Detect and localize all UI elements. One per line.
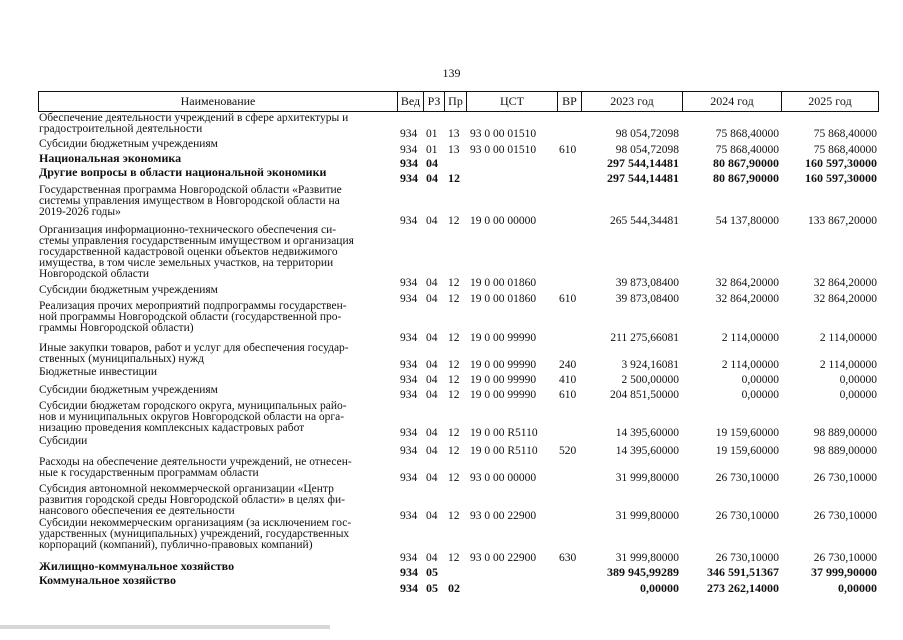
cell-y2023: 265 544,34481 xyxy=(610,215,679,227)
cell-y2024: 0,00000 xyxy=(741,389,779,401)
cell-ved: 934 xyxy=(400,215,418,227)
cell-ved: 934 xyxy=(400,510,418,522)
cell-cst: 19 0 00 99990 xyxy=(470,389,537,401)
row-name-line: Национальная экономика xyxy=(39,151,182,165)
row-name-line: Другие вопросы в области национальной экономики xyxy=(39,165,327,179)
cell-rz: 05 xyxy=(426,565,438,579)
cell-y2023: 14 395,60000 xyxy=(615,445,679,457)
cell-pr: 12 xyxy=(448,359,460,371)
cell-pr: 12 xyxy=(448,171,460,185)
cell-ved: 934 xyxy=(400,359,418,371)
row-name-line: системы управления имуществом в Новгородской области на xyxy=(39,195,340,207)
cell-cst: 19 0 00 99990 xyxy=(470,332,537,344)
scan-edge-shadow xyxy=(0,625,330,629)
cell-vr: 240 xyxy=(559,359,577,371)
row-name-line: Жилищно-коммунальное хозяйство xyxy=(39,559,235,573)
cell-y2025: 133 867,20000 xyxy=(808,215,877,227)
cell-rz: 04 xyxy=(426,332,438,344)
cell-pr: 13 xyxy=(448,128,460,140)
cell-cst: 19 0 00 99990 xyxy=(470,359,537,371)
row-name-line: государственной кадастровой оценки объектов недвижимого xyxy=(39,246,338,258)
cell-y2025: 37 999,90000 xyxy=(811,565,877,579)
row-name-line: Субсидии бюджетам городского округа, муниципальных райо- xyxy=(39,400,347,412)
cell-y2023: 0,00000 xyxy=(640,581,679,595)
cell-rz: 04 xyxy=(426,293,438,305)
cell-y2024: 26 730,10000 xyxy=(715,552,779,564)
cell-pr: 12 xyxy=(448,445,460,457)
cell-ved: 934 xyxy=(400,293,418,305)
cell-y2023: 297 544,14481 xyxy=(607,171,679,185)
cell-ved: 934 xyxy=(400,171,418,185)
row-name-line: Реализация прочих мероприятий подпрограммы государствен- xyxy=(39,300,347,312)
cell-ved: 934 xyxy=(400,332,418,344)
cell-y2025: 26 730,10000 xyxy=(813,472,877,484)
cell-ved: 934 xyxy=(400,374,418,386)
cell-y2025: 0,00000 xyxy=(839,389,877,401)
cell-y2025: 0,00000 xyxy=(839,374,877,386)
cell-rz: 04 xyxy=(426,374,438,386)
cell-ved: 934 xyxy=(400,565,418,579)
row-name-line: развития городской среды Новгородской области» в целях фи- xyxy=(39,494,345,506)
cell-rz: 04 xyxy=(426,445,438,457)
header-2024: 2024 год xyxy=(710,94,754,108)
row-name-line: Субсидии бюджетным учреждениям xyxy=(39,384,218,396)
cell-y2023: 39 873,08400 xyxy=(615,293,679,305)
cell-y2025: 160 597,30000 xyxy=(805,156,877,170)
cell-ved: 934 xyxy=(400,156,418,170)
cell-pr: 12 xyxy=(448,215,460,227)
cell-vr: 610 xyxy=(559,389,577,401)
cell-rz: 01 xyxy=(426,128,438,140)
header-pr: Пр xyxy=(448,94,463,108)
cell-y2024: 2 114,00000 xyxy=(721,359,779,371)
row-name-line: нов и муниципальных округов Новгородской области на орга- xyxy=(39,411,345,423)
cell-cst: 19 0 00 01860 xyxy=(470,293,537,305)
row-name-line: ные к государственным программам области xyxy=(39,467,259,479)
cell-rz: 04 xyxy=(426,215,438,227)
cell-cst: 93 0 00 22900 xyxy=(470,510,537,522)
cell-y2025: 160 597,30000 xyxy=(805,171,877,185)
cell-y2024: 273 262,14000 xyxy=(707,581,779,595)
row-name-line: ной программы Новгородской области (государственной про- xyxy=(39,311,342,323)
cell-y2024: 26 730,10000 xyxy=(715,510,779,522)
cell-y2023: 31 999,80000 xyxy=(615,552,679,564)
row-name-line: стемы управления государственным имуществом и организация xyxy=(39,235,354,247)
cell-y2024: 19 159,60000 xyxy=(715,427,779,439)
cell-y2023: 31 999,80000 xyxy=(615,472,679,484)
row-name-line: имущества, в том числе земельных участков, на территории xyxy=(39,257,334,269)
cell-cst: 19 0 00 01860 xyxy=(470,277,537,289)
cell-y2023: 98 054,72098 xyxy=(615,128,679,140)
row-name-line: ударственных (муниципальных) учреждений, государственных xyxy=(39,528,350,540)
cell-cst: 19 0 00 R5110 xyxy=(470,445,538,457)
cell-cst: 93 0 00 22900 xyxy=(470,552,537,564)
cell-y2023: 14 395,60000 xyxy=(615,427,679,439)
cell-rz: 01 xyxy=(426,144,438,156)
cell-y2025: 32 864,20000 xyxy=(813,277,877,289)
header-2025: 2025 год xyxy=(808,94,852,108)
row-name-line: Бюджетные инвестиции xyxy=(39,366,158,378)
cell-pr: 13 xyxy=(448,144,460,156)
row-name-line: Обеспечение деятельности учреждений в сфере архитектуры и xyxy=(39,112,349,124)
cell-rz: 04 xyxy=(426,389,438,401)
row-name-line: 2019-2026 годы» xyxy=(39,206,121,218)
row-name-line: граммы Новгородской области) xyxy=(39,322,194,334)
cell-y2024: 75 868,40000 xyxy=(715,128,779,140)
cell-ved: 934 xyxy=(400,128,418,140)
cell-ved: 934 xyxy=(400,552,418,564)
header-vr: ВР xyxy=(562,94,577,108)
cell-rz: 04 xyxy=(426,359,438,371)
cell-ved: 934 xyxy=(400,277,418,289)
cell-pr: 12 xyxy=(448,552,460,564)
cell-vr: 410 xyxy=(559,374,577,386)
cell-vr: 610 xyxy=(559,293,577,305)
cell-vr: 630 xyxy=(559,552,577,564)
cell-y2024: 32 864,20000 xyxy=(715,277,779,289)
page-number: 139 xyxy=(442,66,461,80)
cell-rz: 04 xyxy=(426,510,438,522)
cell-pr: 02 xyxy=(448,581,460,595)
cell-y2024: 80 867,90000 xyxy=(713,171,779,185)
row-name-line: Новгородской области xyxy=(39,268,150,280)
cell-pr: 12 xyxy=(448,472,460,484)
row-name-line: Расходы на обеспечение деятельности учреждений, не отнесен- xyxy=(39,456,352,468)
cell-y2024: 80 867,90000 xyxy=(713,156,779,170)
cell-cst: 93 0 00 01510 xyxy=(470,144,537,156)
cell-rz: 04 xyxy=(426,472,438,484)
cell-rz: 04 xyxy=(426,277,438,289)
cell-y2025: 26 730,10000 xyxy=(813,510,877,522)
cell-pr: 12 xyxy=(448,332,460,344)
cell-pr: 12 xyxy=(448,374,460,386)
cell-y2023: 31 999,80000 xyxy=(615,510,679,522)
cell-cst: 19 0 00 99990 xyxy=(470,374,537,386)
cell-y2025: 98 889,00000 xyxy=(813,445,877,457)
row-name-line: ственных (муниципальных) нужд xyxy=(39,353,204,365)
row-name-line: градостроительной деятельности xyxy=(39,123,203,135)
cell-pr: 12 xyxy=(448,389,460,401)
cell-y2024: 0,00000 xyxy=(741,374,779,386)
header-2023: 2023 год xyxy=(610,94,654,108)
cell-pr: 12 xyxy=(448,293,460,305)
cell-ved: 934 xyxy=(400,427,418,439)
row-name-line: Субсидии бюджетным учреждениям xyxy=(39,138,218,150)
cell-y2023: 39 873,08400 xyxy=(615,277,679,289)
cell-y2025: 26 730,10000 xyxy=(813,552,877,564)
row-name-line: Государственная программа Новгородской области «Развитие xyxy=(39,184,342,196)
cell-y2024: 75 868,40000 xyxy=(715,144,779,156)
cell-rz: 04 xyxy=(426,427,438,439)
cell-ved: 934 xyxy=(400,445,418,457)
cell-cst: 93 0 00 00000 xyxy=(470,472,537,484)
header-cst: ЦСТ xyxy=(500,94,524,108)
cell-pr: 12 xyxy=(448,427,460,439)
cell-rz: 05 xyxy=(426,581,438,595)
row-name-line: нансового обеспечения ее деятельности xyxy=(39,505,235,517)
row-name-line: Иные закупки товаров, работ и услуг для обеспечения государ- xyxy=(39,342,349,354)
cell-y2025: 75 868,40000 xyxy=(813,128,877,140)
cell-y2024: 54 137,80000 xyxy=(715,215,779,227)
header-ved: Вед xyxy=(400,94,421,108)
cell-rz: 04 xyxy=(426,171,438,185)
cell-rz: 04 xyxy=(426,156,438,170)
cell-y2025: 0,00000 xyxy=(838,581,877,595)
row-name-line: Субсидии xyxy=(39,435,88,447)
row-name-line: корпораций (компаний), публично-правовых компаний) xyxy=(39,539,313,551)
cell-pr: 12 xyxy=(448,510,460,522)
cell-y2024: 346 591,51367 xyxy=(707,565,779,579)
cell-cst: 19 0 00 00000 xyxy=(470,215,537,227)
cell-ved: 934 xyxy=(400,389,418,401)
cell-ved: 934 xyxy=(400,144,418,156)
cell-cst: 19 0 00 R5110 xyxy=(470,427,538,439)
cell-y2023: 98 054,72098 xyxy=(615,144,679,156)
cell-y2023: 297 544,14481 xyxy=(607,156,679,170)
cell-ved: 934 xyxy=(400,472,418,484)
cell-y2023: 2 500,00000 xyxy=(621,374,679,386)
cell-y2025: 98 889,00000 xyxy=(813,427,877,439)
cell-y2024: 26 730,10000 xyxy=(715,472,779,484)
cell-vr: 610 xyxy=(559,144,577,156)
cell-pr: 12 xyxy=(448,277,460,289)
header-divider xyxy=(878,91,879,112)
header-name: Наименование xyxy=(180,94,256,108)
cell-y2024: 32 864,20000 xyxy=(715,293,779,305)
cell-y2024: 2 114,00000 xyxy=(721,332,779,344)
cell-y2025: 2 114,00000 xyxy=(819,359,877,371)
cell-y2023: 3 924,16081 xyxy=(621,359,679,371)
cell-vr: 520 xyxy=(559,445,577,457)
cell-y2025: 32 864,20000 xyxy=(813,293,877,305)
row-name-line: Коммунальное хозяйство xyxy=(39,573,176,587)
row-name-line: низацию проведения комплексных кадастровых работ xyxy=(39,422,305,434)
row-name-line: Субсидии бюджетным учреждениям xyxy=(39,284,218,296)
cell-ved: 934 xyxy=(400,581,418,595)
cell-rz: 04 xyxy=(426,552,438,564)
cell-y2023: 211 275,66081 xyxy=(610,332,679,344)
cell-y2025: 2 114,00000 xyxy=(819,332,877,344)
row-name-line: Организация информационно-технического обеспечения си- xyxy=(39,224,337,236)
cell-y2023: 204 851,50000 xyxy=(610,389,679,401)
row-name-line: Субсидии некоммерческим организациям (за исключением гос- xyxy=(39,517,352,529)
cell-cst: 93 0 00 01510 xyxy=(470,128,537,140)
header-rz: РЗ xyxy=(427,94,441,108)
cell-y2023: 389 945,99289 xyxy=(607,565,679,579)
cell-y2025: 75 868,40000 xyxy=(813,144,877,156)
cell-y2024: 19 159,60000 xyxy=(715,445,779,457)
row-name-line: Субсидия автономной некоммерческой организации «Центр xyxy=(39,483,334,495)
